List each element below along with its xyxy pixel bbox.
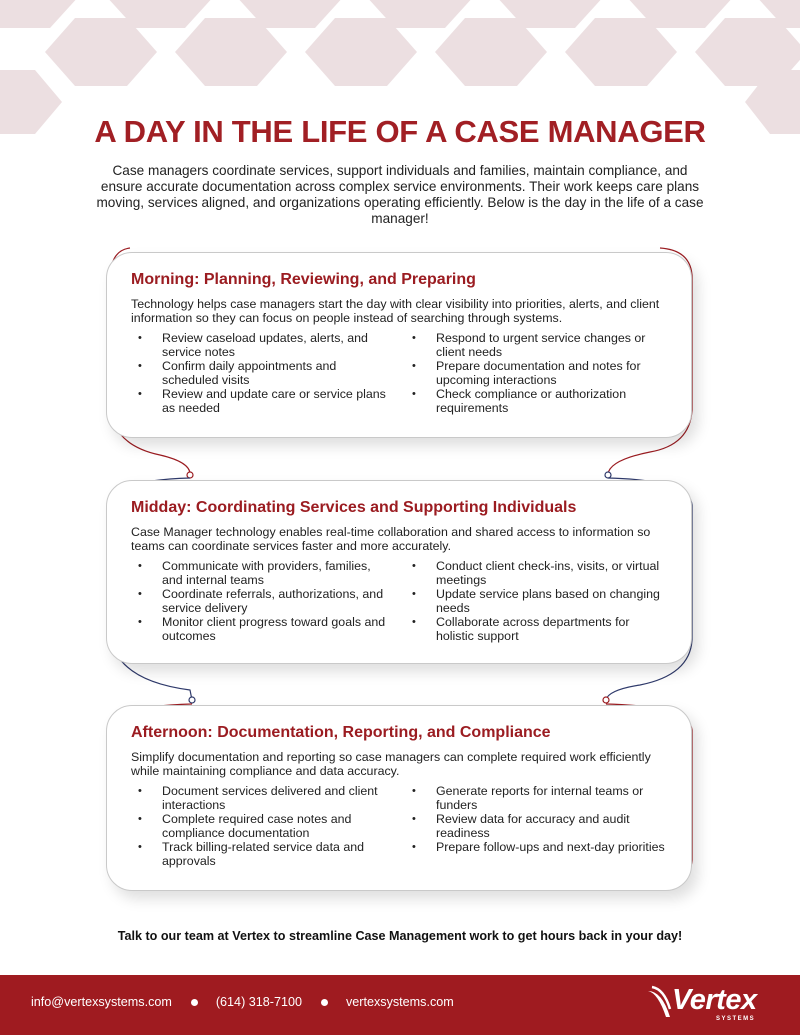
intro-paragraph: Case managers coordinate services, support individuals and families, maintain compliance, and ensure accurate documentation across complex service environments. Their work keeps care plans moving, services aligned, and organizations operating efficiently. Below is the day in the life of a case manager!	[96, 163, 704, 226]
morning-section	[106, 252, 692, 438]
list-item: • Review caseload updates, alerts, and service notes	[138, 331, 368, 359]
logo-subtitle: SYSTEMS	[716, 1016, 756, 1022]
bullet-icon: •	[138, 388, 142, 400]
bullet-icon: •	[138, 588, 142, 600]
footer-bar	[0, 975, 800, 1035]
task-list-right	[405, 331, 667, 415]
bullet-icon: •	[412, 332, 416, 344]
list-item: • Confirm daily appointments and scheduled visits	[138, 359, 337, 387]
section-heading: Midday: Coordinating Services and Supporting Individuals	[131, 499, 577, 516]
contact-info	[31, 995, 454, 1009]
bullet-icon: •	[138, 360, 142, 372]
bullet-icon: •	[412, 388, 416, 400]
list-item: • Respond to urgent service changes or client needs	[412, 331, 646, 359]
task-list-left	[131, 331, 393, 415]
bullet-icon: •	[412, 616, 416, 628]
bullet-icon: •	[138, 616, 142, 628]
section-heading: Afternoon: Documentation, Reporting, and Compliance	[131, 724, 551, 741]
task-list-right	[405, 784, 667, 868]
list-item: • Complete required case notes and compliance documentation	[138, 812, 352, 840]
vertex-logo	[646, 983, 776, 1027]
list-item: • Track billing-related service data and approvals	[138, 840, 365, 868]
list-item: • Prepare documentation and notes for upcoming interactions	[412, 359, 641, 387]
separator-dot-icon	[191, 999, 198, 1006]
bullet-icon: •	[412, 813, 416, 825]
phone-link[interactable]: (614) 318-7100	[215, 995, 302, 1009]
page-title: A DAY IN THE LIFE OF A CASE MANAGER	[94, 114, 706, 149]
list-item: • Communicate with providers, families, and internal teams	[138, 559, 371, 587]
list-item: • Update service plans based on changing needs	[412, 587, 660, 615]
section-heading: Morning: Planning, Reviewing, and Preparing	[131, 271, 476, 288]
section-task-lists	[131, 559, 667, 643]
bullet-icon: •	[138, 560, 142, 572]
section-description: Case Manager technology enables real-time collaboration and shared access to information so teams can coordinate services faster and more accurately.	[131, 525, 651, 553]
bullet-icon: •	[412, 841, 416, 853]
bullet-icon: •	[138, 813, 142, 825]
bullet-icon: •	[138, 785, 142, 797]
section-description: Simplify documentation and reporting so case managers can complete required work efficiently while maintaining compliance and data accuracy.	[131, 750, 651, 778]
list-item: • Generate reports for internal teams or funders	[412, 784, 644, 812]
separator-dot-icon	[321, 999, 328, 1006]
list-item: • Conduct client check-ins, visits, or virtual meetings	[412, 559, 660, 587]
task-list-right	[405, 559, 667, 643]
list-item: • Review data for accuracy and audit readiness	[412, 812, 630, 840]
list-item: • Document services delivered and client interactions	[138, 784, 378, 812]
midday-section	[106, 480, 692, 664]
bullet-icon: •	[138, 332, 142, 344]
website-link[interactable]: vertexsystems.com	[345, 995, 454, 1009]
section-task-lists	[131, 784, 667, 868]
list-item: • Prepare follow-ups and next-day priorities	[412, 840, 665, 854]
bullet-icon: •	[412, 560, 416, 572]
list-item: • Review and update care or service plans as needed	[138, 387, 386, 415]
task-list-left	[131, 559, 393, 643]
call-to-action: Talk to our team at Vertex to streamline Case Management work to get hours back in your day!	[117, 929, 683, 943]
afternoon-section	[106, 705, 692, 891]
bullet-icon: •	[412, 360, 416, 372]
list-item: • Coordinate referrals, authorizations, and service delivery	[138, 587, 384, 615]
list-item: • Check compliance or authorization requirements	[412, 387, 627, 415]
list-item: • Monitor client progress toward goals and outcomes	[138, 615, 386, 643]
bullet-icon: •	[138, 841, 142, 853]
list-item: • Collaborate across departments for holistic support	[412, 615, 630, 643]
logo-wordmark: Vertex	[672, 984, 757, 1016]
section-task-lists	[131, 331, 667, 415]
section-description: Technology helps case managers start the day with clear visibility into priorities, alerts, and client information so they can focus on people instead of searching through systems.	[131, 297, 660, 325]
task-list-left	[131, 784, 393, 868]
bullet-icon: •	[412, 785, 416, 797]
email-link[interactable]: info@vertexsystems.com	[31, 995, 172, 1009]
bullet-icon: •	[412, 588, 416, 600]
